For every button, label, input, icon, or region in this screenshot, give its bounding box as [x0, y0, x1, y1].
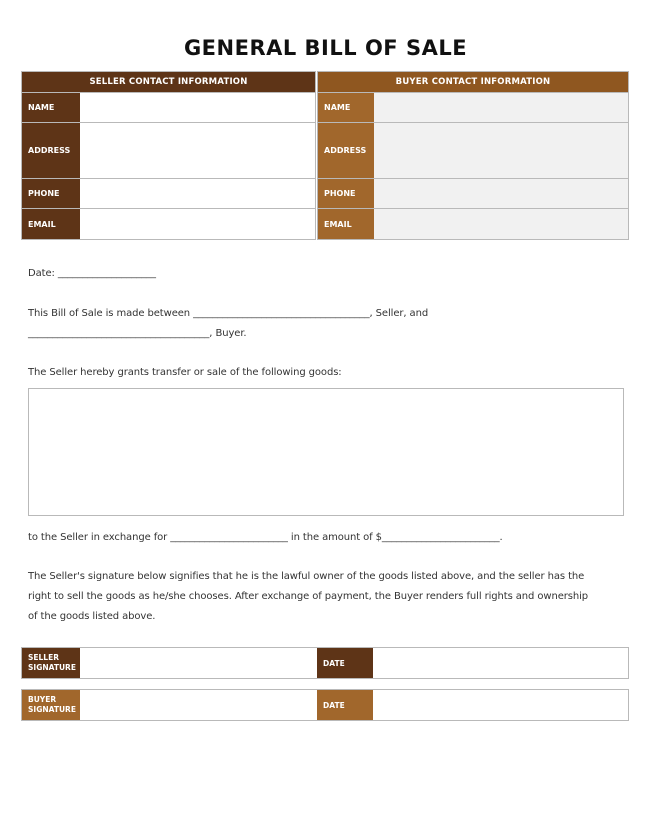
seller-phone-row	[22, 178, 315, 208]
buyer-date-field[interactable]	[373, 690, 628, 720]
date-line: Date: ____________________	[28, 268, 156, 279]
seller-phone-field[interactable]	[80, 179, 315, 208]
buyer-phone-row	[318, 178, 628, 208]
signature-statement-line-1: The Seller's signature below signifies that he is the lawful owner of the goods listed above, and the seller has the	[28, 571, 585, 582]
seller-address-label: ADDRESS	[22, 123, 80, 178]
seller-signature-row	[21, 647, 629, 679]
seller-email-field[interactable]	[80, 209, 315, 239]
seller-phone-label: PHONE	[22, 179, 80, 208]
seller-signature-label-line-2: SIGNATURE	[28, 663, 76, 672]
seller-signature-field[interactable]	[80, 648, 317, 678]
buyer-phone-label: PHONE	[318, 179, 374, 208]
seller-signature-label	[22, 648, 80, 678]
buyer-name-field[interactable]	[374, 93, 628, 122]
seller-signature-label-line-1: SELLER	[28, 653, 59, 662]
grants-line: The Seller hereby grants transfer or sale of the following goods:	[28, 367, 342, 378]
buyer-address-label: ADDRESS	[318, 123, 374, 178]
buyer-date-label: DATE	[317, 690, 373, 720]
buyer-phone-field[interactable]	[374, 179, 628, 208]
buyer-name-label: NAME	[318, 93, 374, 122]
buyer-address-field[interactable]	[374, 123, 628, 178]
goods-description-box[interactable]	[28, 388, 624, 516]
seller-date-label: DATE	[317, 648, 373, 678]
seller-date-field[interactable]	[373, 648, 628, 678]
seller-contact-table	[21, 71, 316, 240]
seller-name-row	[22, 92, 315, 122]
buyer-signature-field[interactable]	[80, 690, 317, 720]
between-line-1: This Bill of Sale is made between ____________________________________, Seller, and	[28, 308, 429, 319]
buyer-name-row	[318, 92, 628, 122]
exchange-line: to the Seller in exchange for ________________________ in the amount of $________________________.	[28, 532, 503, 543]
seller-address-field[interactable]	[80, 123, 315, 178]
buyer-contact-header: BUYER CONTACT INFORMATION	[318, 72, 628, 92]
page-title: GENERAL BILL OF SALE	[183, 36, 468, 60]
buyer-signature-label-line-1: BUYER	[28, 695, 57, 704]
buyer-email-field[interactable]	[374, 209, 628, 239]
buyer-address-row	[318, 122, 628, 178]
buyer-signature-row	[21, 689, 629, 721]
seller-contact-header: SELLER CONTACT INFORMATION	[22, 72, 315, 92]
buyer-email-label: EMAIL	[318, 209, 374, 239]
signature-statement-line-2: right to sell the goods as he/she chooses. After exchange of payment, the Buyer renders full rights and ownership	[28, 591, 589, 602]
seller-address-row	[22, 122, 315, 178]
seller-name-field[interactable]	[80, 93, 315, 122]
seller-name-label: NAME	[22, 93, 80, 122]
buyer-contact-table	[317, 71, 629, 240]
buyer-email-row	[318, 208, 628, 239]
seller-email-row	[22, 208, 315, 239]
signature-statement-line-3: of the goods listed above.	[28, 611, 156, 622]
seller-email-label: EMAIL	[22, 209, 80, 239]
between-line-2: _____________________________________, Buyer.	[28, 328, 247, 339]
buyer-signature-label	[22, 690, 80, 720]
buyer-signature-label-line-2: SIGNATURE	[28, 705, 76, 714]
